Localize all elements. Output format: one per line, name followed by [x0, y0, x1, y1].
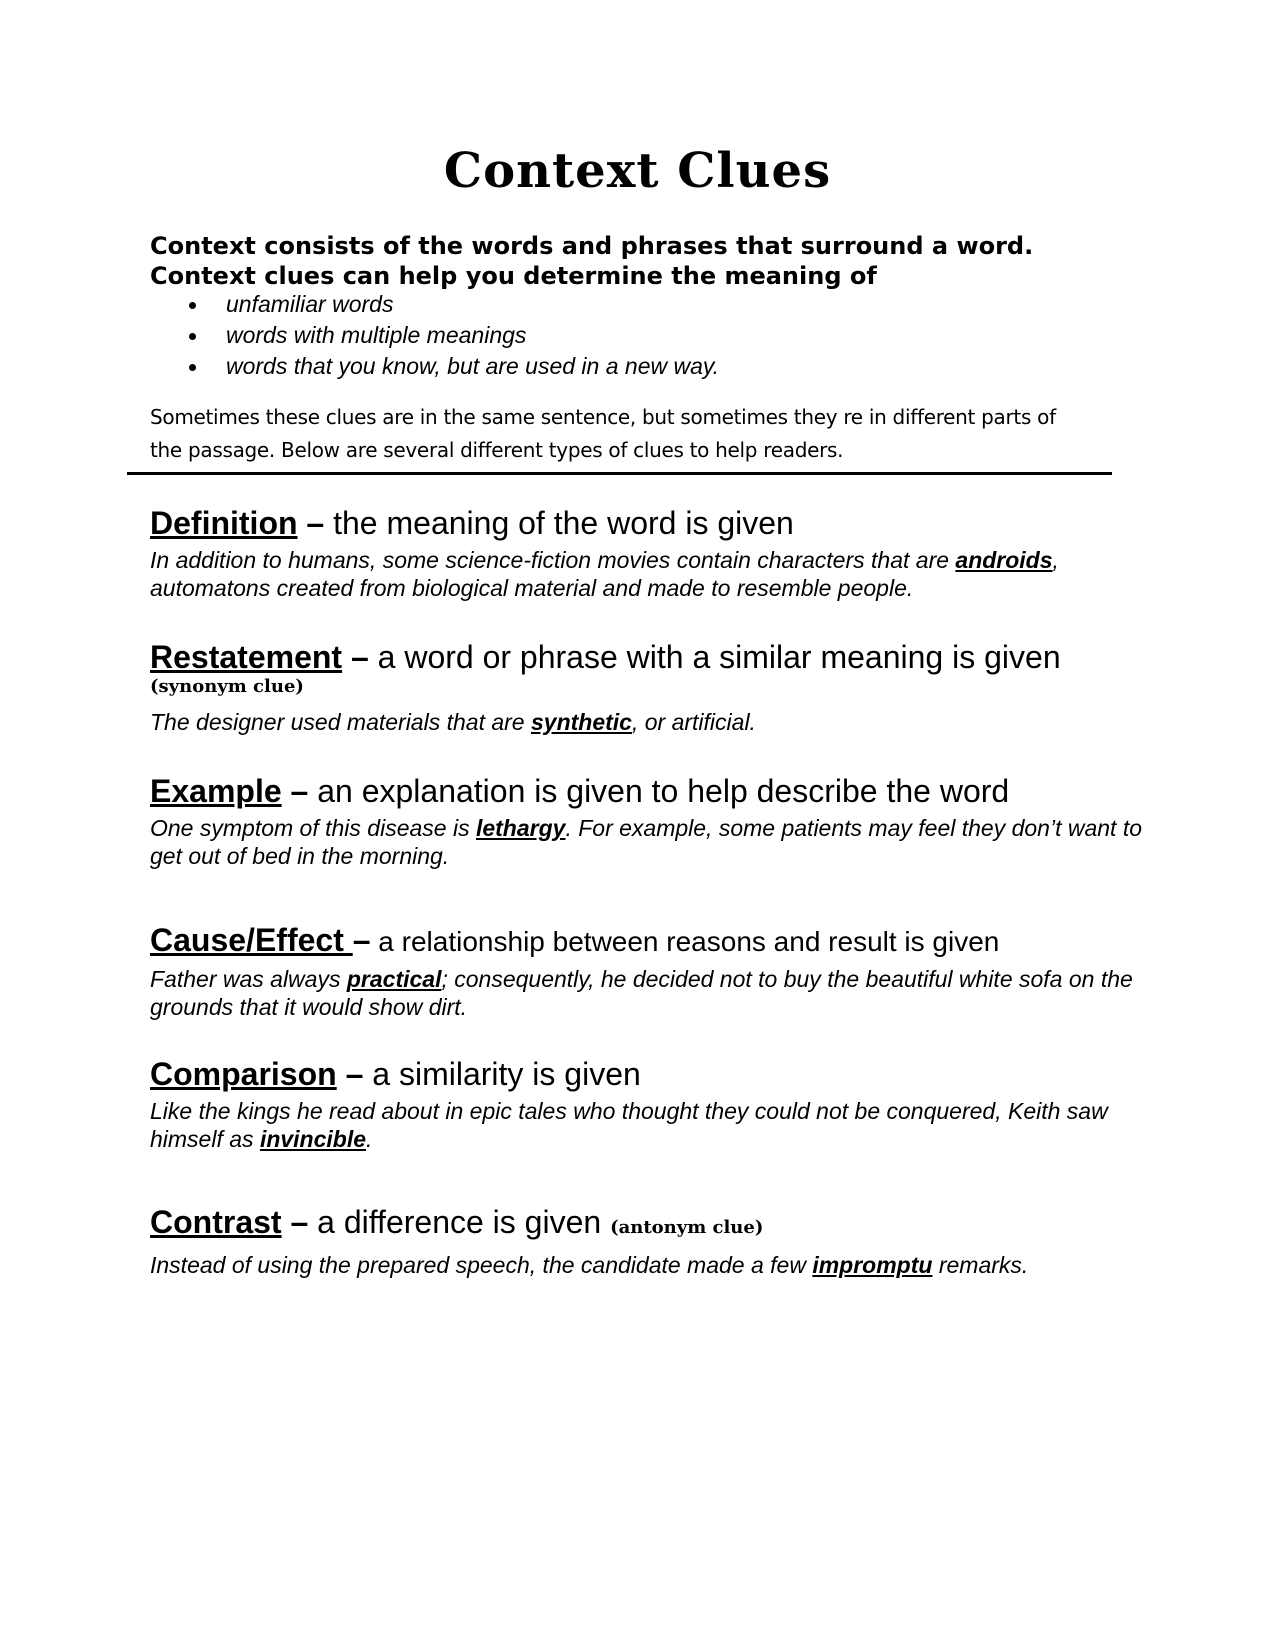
section-description: an explanation is given to help describe the word — [308, 773, 1010, 809]
vocab-word: practical — [346, 966, 442, 992]
vocab-word: impromptu — [812, 1252, 933, 1278]
list-item: words that you know, but are used in a new way. — [178, 351, 719, 382]
section-term: Cause/Effect — [150, 922, 353, 958]
section-description: a similarity is given — [363, 1056, 641, 1092]
intro-text — [150, 231, 1150, 291]
section-description: a word or phrase with a similar meaning is given — [368, 639, 1061, 675]
section-description: a difference is given — [308, 1204, 611, 1240]
section-description: the meaning of the word is given — [324, 505, 794, 541]
example-sentence: Like the kings he read about in epic tales who thought they could not be conquered, Keith saw himself as invincible. — [150, 1098, 1108, 1152]
example-sentence: Instead of using the prepared speech, the candidate made a few impromptu remarks. — [150, 1252, 1029, 1278]
bullet-icon — [189, 302, 196, 309]
section-heading: Cause/Effect – a relationship between reasons and result is given — [150, 922, 1000, 958]
section-heading: Comparison – a similarity is given — [150, 1056, 641, 1092]
vocab-word: invincible — [259, 1126, 367, 1152]
section-cause-effect — [150, 921, 1150, 1021]
bullet-icon — [189, 364, 196, 371]
section-definition — [150, 504, 1150, 602]
list-item: words with multiple meanings — [178, 320, 719, 351]
example-sentence: In addition to humans, some science-fiction movies contain characters that are androids, automatons created from biological material and made to resemble people. — [150, 547, 1059, 601]
note-line-1: Sometimes these clues are in the same sentence, but sometimes they re in different parts of — [150, 405, 1056, 429]
vocab-word: lethargy — [475, 815, 566, 841]
clue-note: (synonym clue) — [150, 676, 304, 697]
section-term: Contrast — [150, 1204, 282, 1240]
section-term: Example — [150, 773, 282, 809]
section-heading: Contrast – a difference is given (antonym clue) — [150, 1204, 764, 1240]
intro-note — [150, 401, 1110, 467]
section-heading: Example – an explanation is given to help describe the word — [150, 773, 1010, 809]
example-sentence: Father was always practical; consequently, he decided not to buy the beautiful white sofa on the grounds that it would show dirt. — [150, 966, 1133, 1020]
list-item: unfamiliar words — [178, 289, 719, 320]
vocab-word: androids — [955, 547, 1053, 573]
note-line-2: the passage. Below are several different types of clues to help readers. — [150, 438, 844, 462]
example-sentence: The designer used materials that are synthetic, or artificial. — [150, 709, 756, 735]
section-heading: Definition – the meaning of the word is given — [150, 505, 794, 541]
vocab-word: synthetic — [530, 709, 632, 735]
example-sentence: One symptom of this disease is lethargy. For example, some patients may feel they don’t want to get out of bed in the morning. — [150, 815, 1143, 869]
meaning-list — [178, 289, 719, 382]
section-term: Definition — [150, 505, 298, 541]
section-restatement — [150, 638, 1150, 736]
section-term: Restatement — [150, 639, 343, 675]
section-term: Comparison — [150, 1056, 337, 1092]
intro-line-1: Context consists of the words and phrases that surround a word. — [150, 232, 1034, 260]
section-heading: Restatement – a word or phrase with a similar meaning is given — [150, 639, 1061, 675]
divider — [127, 472, 1112, 475]
clue-note: (antonym clue) — [610, 1217, 764, 1238]
page-title: Context Clues — [443, 143, 832, 199]
section-description: a relationship between reasons and result is given — [370, 926, 1000, 957]
bullet-icon — [189, 333, 196, 340]
section-contrast — [150, 1203, 1150, 1279]
section-example — [150, 772, 1150, 870]
section-comparison — [150, 1055, 1150, 1153]
intro-line-2: Context clues can help you determine the meaning of — [150, 262, 877, 290]
